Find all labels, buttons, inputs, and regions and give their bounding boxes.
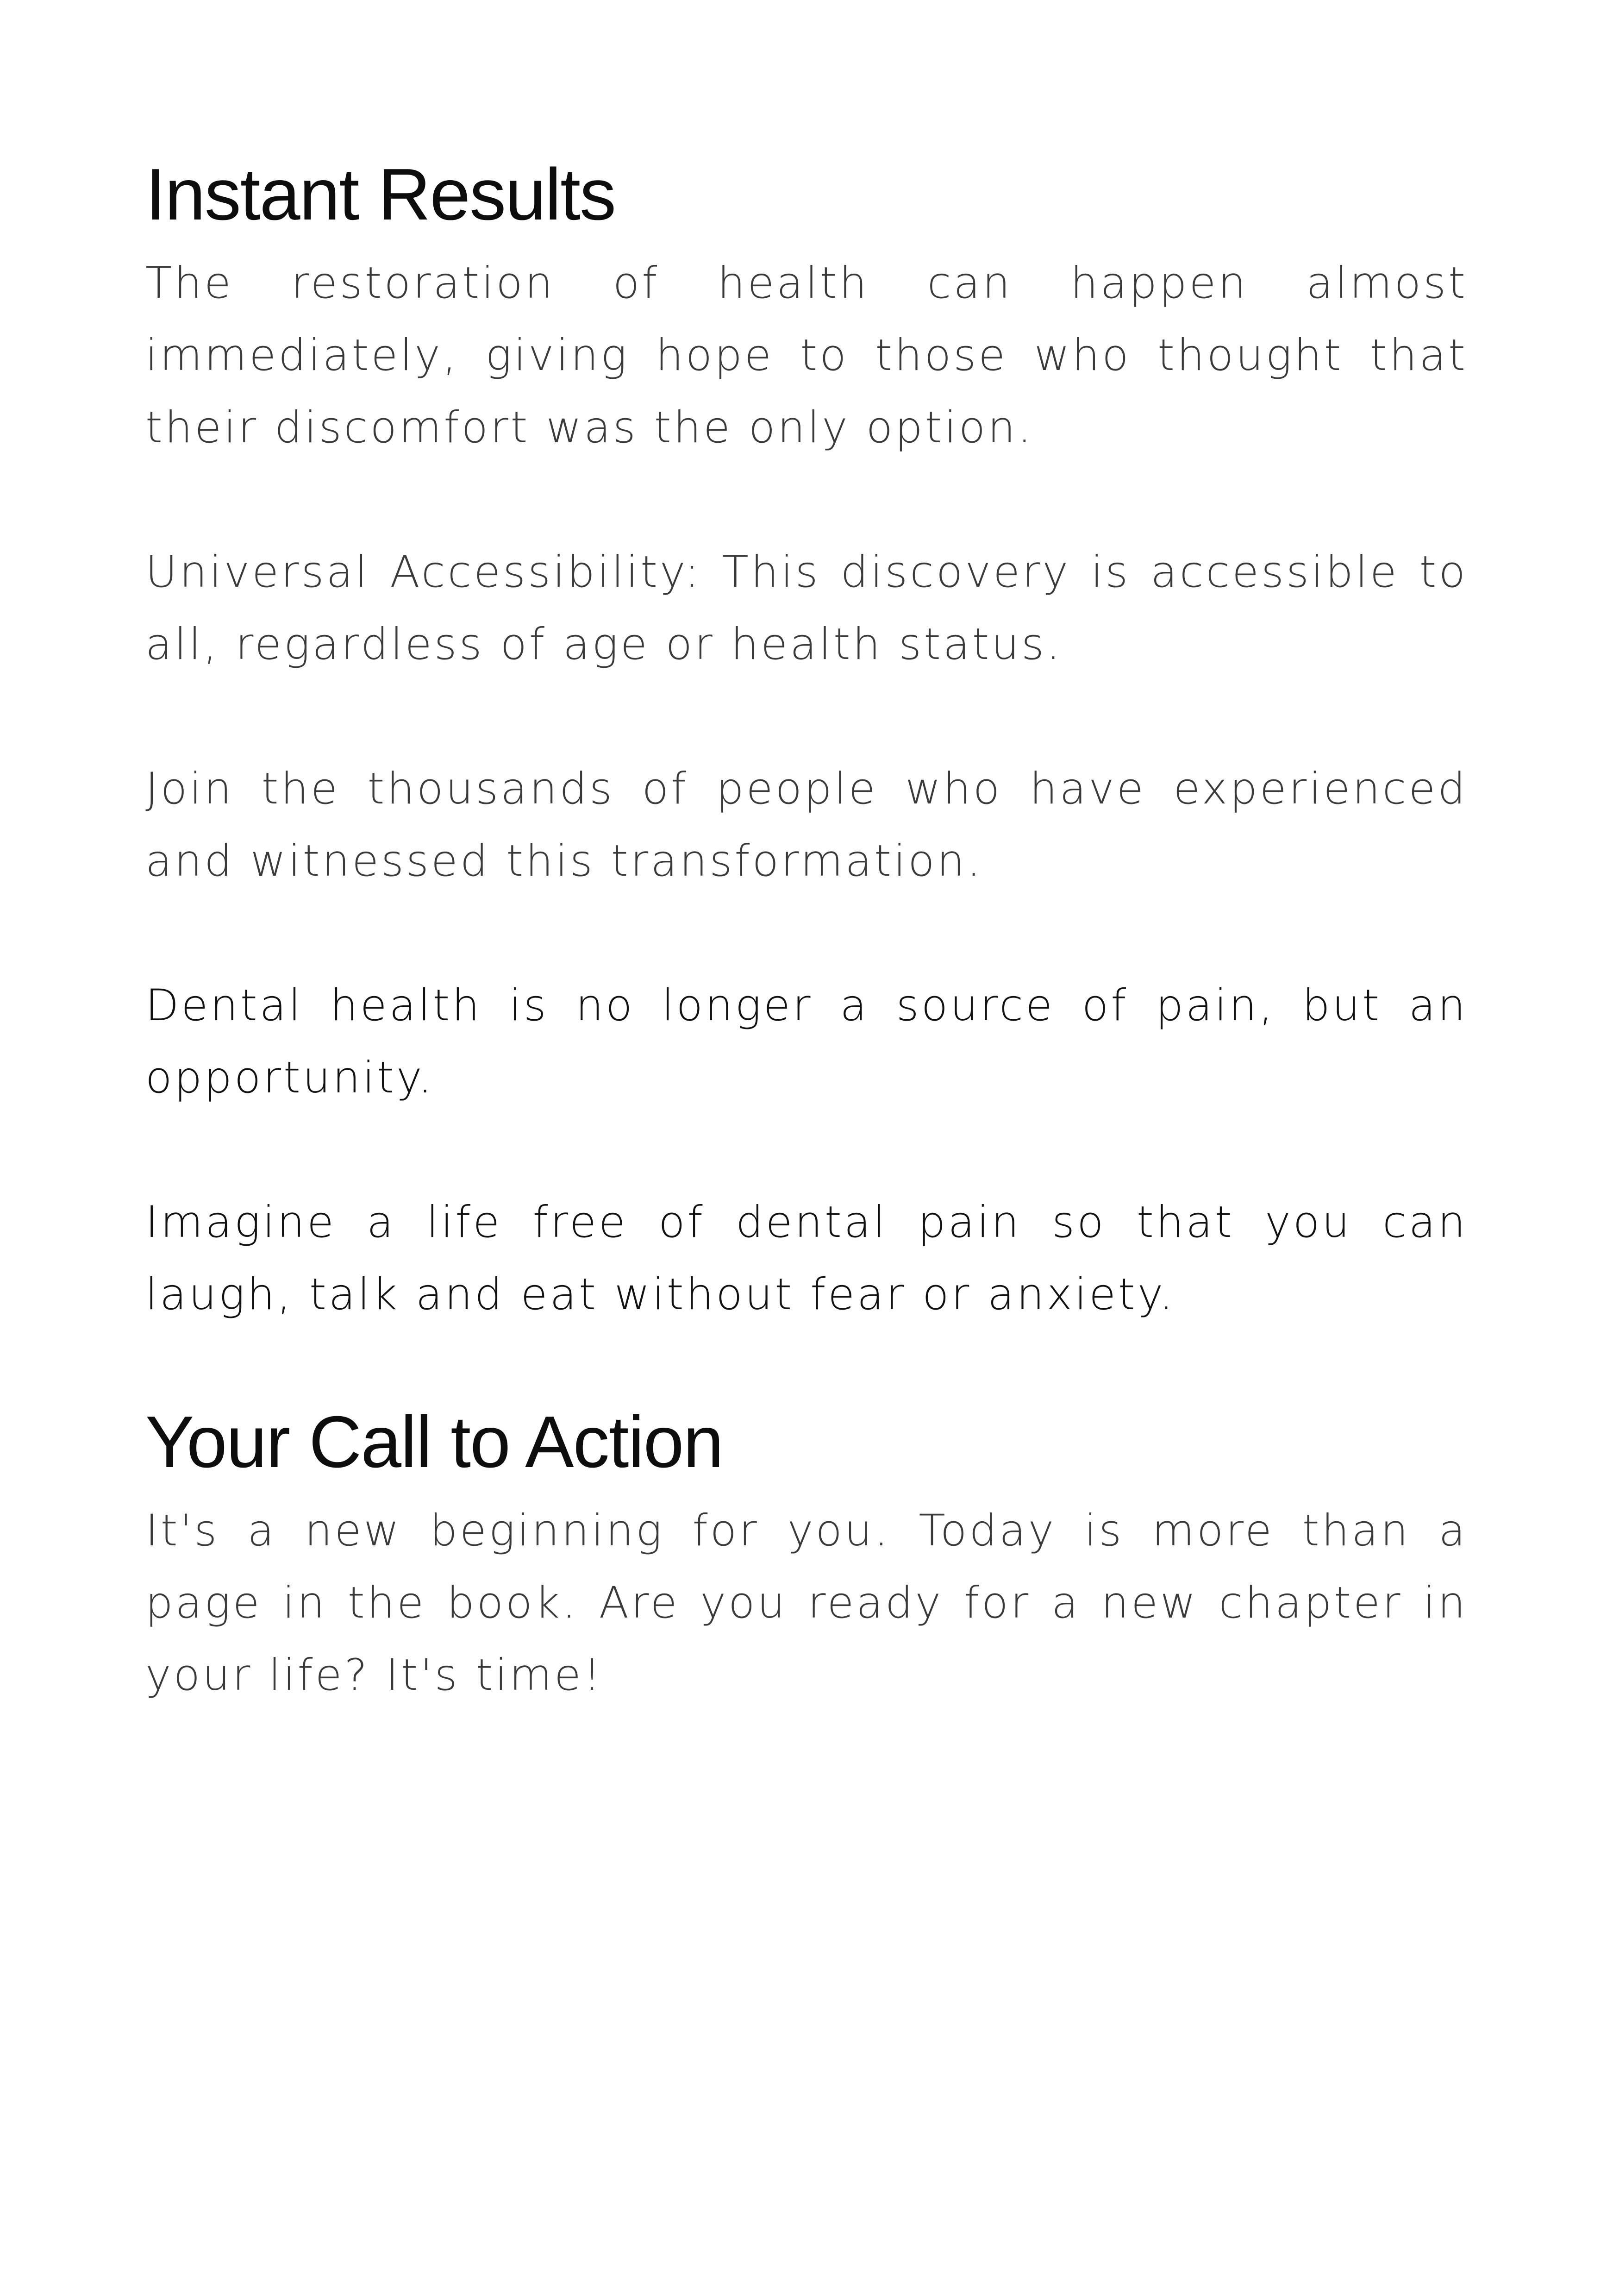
paragraph-universal-accessibility: Universal Accessibility: This discovery is accessible to all, regardless of age or health status. <box>145 547 1468 670</box>
paragraph-imagine-life: Imagine a life free of dental pain so that you can laugh, talk and eat without fear or anxiety. <box>145 1197 1468 1320</box>
page-content <box>145 148 1468 1712</box>
section-heading-instant-results: Instant Results <box>145 154 616 235</box>
paragraph-new-beginning: It's a new beginning for you. Today is more than a page in the book. Are you ready for a new chapter in your life? It's time! <box>145 1506 1468 1700</box>
section-heading-call-to-action: Your Call to Action <box>145 1401 723 1483</box>
paragraph-dental-health: Dental health is no longer a source of pain, but an opportunity. <box>145 980 1468 1103</box>
paragraph-join-thousands: Join the thousands of people who have experienced and witnessed this transformation. <box>145 764 1468 886</box>
paragraph-restoration: The restoration of health can happen almost immediately, giving hope to those who thought that their discomfort was the only option. <box>145 258 1468 453</box>
